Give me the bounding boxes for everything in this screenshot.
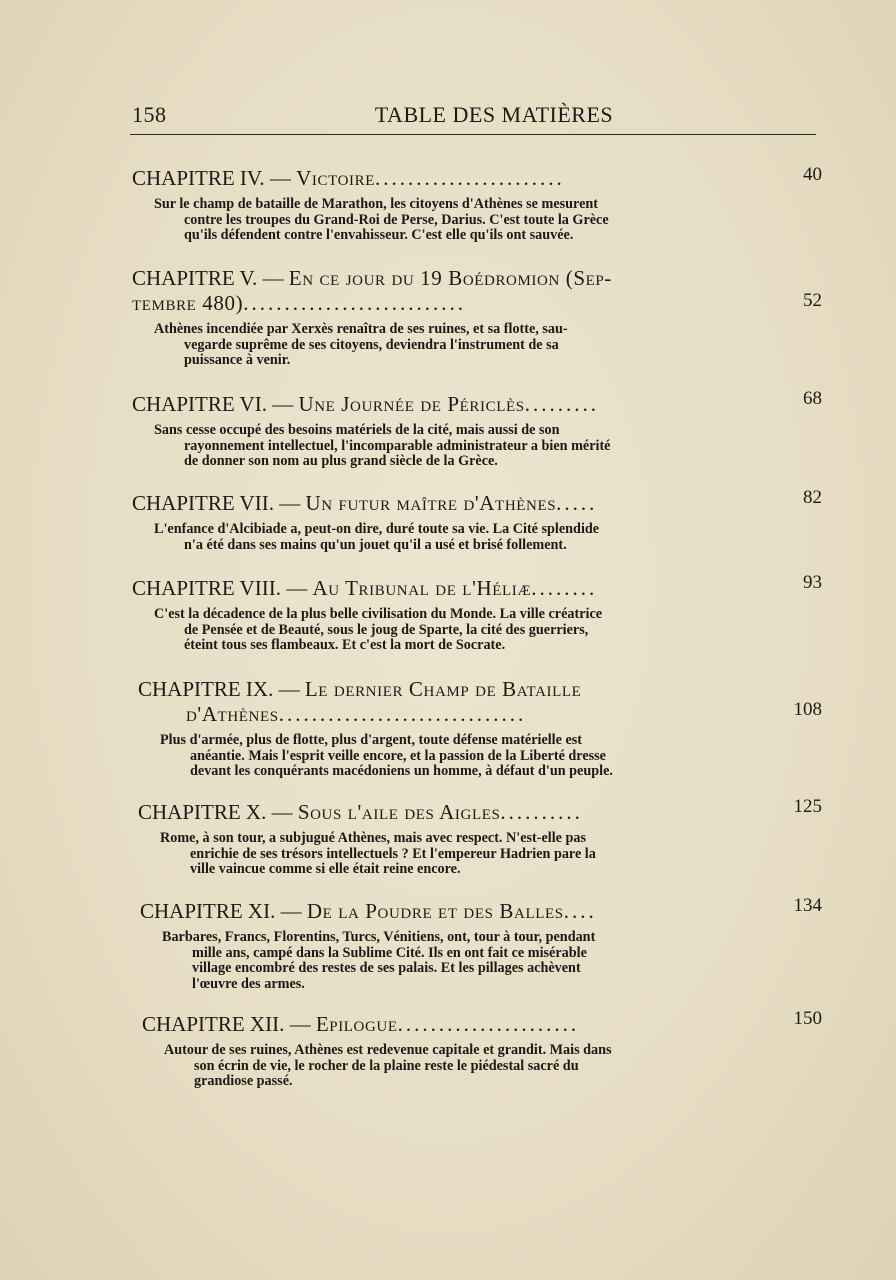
chapter-label: CHAPITRE XII. — <box>142 1012 316 1036</box>
summary-line: enrichie de ses trésors intellectuels ? Et l'empereur Hadrien pare la <box>190 845 596 862</box>
chapter-page: 108 <box>793 699 822 720</box>
chapter-summary <box>154 322 744 369</box>
chapter-summary <box>154 607 744 654</box>
chapter-heading <box>132 166 822 191</box>
chapter-label: CHAPITRE V. — <box>132 266 289 290</box>
summary-line: de Pensée et de Beauté, sous le joug de Sparte, la cité des guerriers, <box>184 621 589 638</box>
chapter-page: 68 <box>803 388 822 409</box>
summary-line: devant les conquérants macédoniens un homme, à défaut d'un peuple. <box>190 763 613 780</box>
chapter-page: 82 <box>803 487 822 508</box>
chapter-title: Epilogue <box>315 1012 398 1036</box>
chapter-summary <box>154 197 744 244</box>
toc-entry <box>142 1008 832 1090</box>
chapter-page: 93 <box>803 572 822 593</box>
chapter-summary <box>154 423 744 470</box>
header-rule <box>130 134 816 135</box>
summary-line: puissance à venir. <box>184 352 291 369</box>
chapter-page: 134 <box>793 895 822 916</box>
chapter-page: 125 <box>793 796 822 817</box>
chapter-label: CHAPITRE VI. — <box>132 392 299 416</box>
summary-line: vegarde suprême de ses citoyens, deviendra l'instrument de sa <box>184 336 559 353</box>
chapter-heading <box>132 266 822 316</box>
chapter-page: 40 <box>803 164 822 185</box>
dot-leader: .............................. <box>278 702 527 726</box>
toc-entry <box>132 266 822 369</box>
chapter-title: Victoire <box>296 166 375 190</box>
summary-line: grandiose passé. <box>194 1073 293 1090</box>
chapter-heading <box>132 572 822 601</box>
dot-leader: ........................... <box>243 291 466 315</box>
chapter-label: CHAPITRE VII. — <box>132 491 306 515</box>
toc-entry <box>138 796 828 878</box>
summary-line: Athènes incendiée par Xerxès renaîtra de ses ruines, et sa flotte, sau- <box>154 321 568 337</box>
summary-line: Sur le champ de bataille de Marathon, les citoyens d'Athènes se mesurent <box>154 196 599 212</box>
toc-entry <box>138 677 828 780</box>
chapter-summary <box>154 522 744 553</box>
dot-leader: .......... <box>500 800 583 824</box>
summary-line: éteint tous ses flambeaux. Et c'est la mort de Socrate. <box>184 637 506 654</box>
toc-entry <box>132 487 822 553</box>
toc-entry <box>140 895 830 992</box>
chapter-summary <box>160 733 750 780</box>
chapter-title: Le dernier Champ de Bataille <box>304 677 582 701</box>
summary-line: qu'ils défendent contre l'envahisseur. C'est elle qu'ils ont sauvée. <box>184 227 574 244</box>
summary-line: de donner son nom au plus grand siècle de la Grèce. <box>184 453 498 470</box>
chapter-label: CHAPITRE VIII. — <box>132 576 313 600</box>
chapter-title-cont: tembre 480) <box>132 291 244 315</box>
summary-line: son écrin de vie, le rocher de la plaine reste le piédestal sacré du <box>194 1057 579 1074</box>
page-title: TABLE DES MATIÈRES <box>374 102 614 127</box>
chapter-heading <box>140 895 830 924</box>
summary-line: ville vaincue comme si elle était reine encore. <box>190 861 461 878</box>
chapter-heading <box>138 677 828 727</box>
chapter-label: CHAPITRE XI. — <box>140 899 307 923</box>
summary-line: L'enfance d'Alcibiade a, peut-on dire, duré toute sa vie. La Cité splendide <box>154 521 600 537</box>
page-header <box>132 100 816 134</box>
chapter-title: Au Tribunal de l'Héliæ <box>312 576 532 600</box>
dot-leader: ....................... <box>374 166 565 190</box>
summary-line: Barbares, Francs, Florentins, Turcs, Vénitiens, ont, tour à tour, pendant <box>162 929 596 945</box>
chapter-title: Un futur maître d'Athènes <box>305 491 557 515</box>
chapter-page: 52 <box>803 290 822 311</box>
dot-leader: ........ <box>531 576 598 600</box>
summary-line: rayonnement intellectuel, l'incomparable administrateur a bien mérité <box>184 437 611 454</box>
chapter-title: En ce jour du 19 Boédromion (Sep- <box>288 266 612 290</box>
dot-leader: ..... <box>556 491 598 515</box>
chapter-label: CHAPITRE IX. — <box>138 677 305 701</box>
chapter-heading <box>132 487 822 516</box>
dot-leader: ......... <box>524 392 599 416</box>
chapter-label: CHAPITRE IV. — <box>132 166 297 190</box>
chapter-heading <box>138 796 828 825</box>
summary-line: contre les troupes du Grand-Roi de Perse, Darius. C'est toute la Grèce <box>184 211 609 228</box>
chapter-title-cont: d'Athènes <box>186 702 279 726</box>
page-number: 158 <box>132 102 167 127</box>
summary-line: Sans cesse occupé des besoins matériels de la cité, mais aussi de son <box>154 422 560 438</box>
summary-line: village encombré des restes de ses palais. Et les pillages achèvent <box>192 960 581 977</box>
toc-entry <box>132 388 822 470</box>
summary-line: Autour de ses ruines, Athènes est redevenue capitale et grandit. Mais dans <box>164 1042 612 1058</box>
dot-leader: .... <box>563 899 597 923</box>
toc-entry <box>132 572 822 654</box>
chapter-page: 150 <box>793 1008 822 1029</box>
chapter-heading <box>132 388 822 417</box>
dot-leader: ...................... <box>397 1012 580 1036</box>
summary-line: l'œuvre des armes. <box>192 975 305 992</box>
chapter-title: De la Poudre et des Balles <box>306 899 564 923</box>
chapter-summary <box>160 831 750 878</box>
chapter-heading <box>142 1008 832 1037</box>
summary-line: anéantie. Mais l'esprit veille encore, et la passion de la Liberté dresse <box>190 747 606 764</box>
summary-line: C'est la décadence de la plus belle civilisation du Monde. La ville créatrice <box>154 606 603 622</box>
chapter-label: CHAPITRE X. — <box>138 800 298 824</box>
toc-entry <box>132 166 822 244</box>
summary-line: Rome, à son tour, a subjugué Athènes, mais avec respect. N'est-elle pas <box>160 830 586 846</box>
chapter-title: Une Journée de Périclès <box>298 392 525 416</box>
chapter-summary <box>162 930 752 992</box>
summary-line: Plus d'armée, plus de flotte, plus d'argent, toute défense matérielle est <box>160 732 583 748</box>
summary-line: mille ans, campé dans la Sublime Cité. Ils en ont fait ce misérable <box>192 944 587 961</box>
chapter-summary <box>164 1043 754 1090</box>
chapter-title: Sous l'aile des Aigles <box>297 800 501 824</box>
summary-line: n'a été dans ses mains qu'un jouet qu'il a usé et brisé follement. <box>184 536 567 553</box>
